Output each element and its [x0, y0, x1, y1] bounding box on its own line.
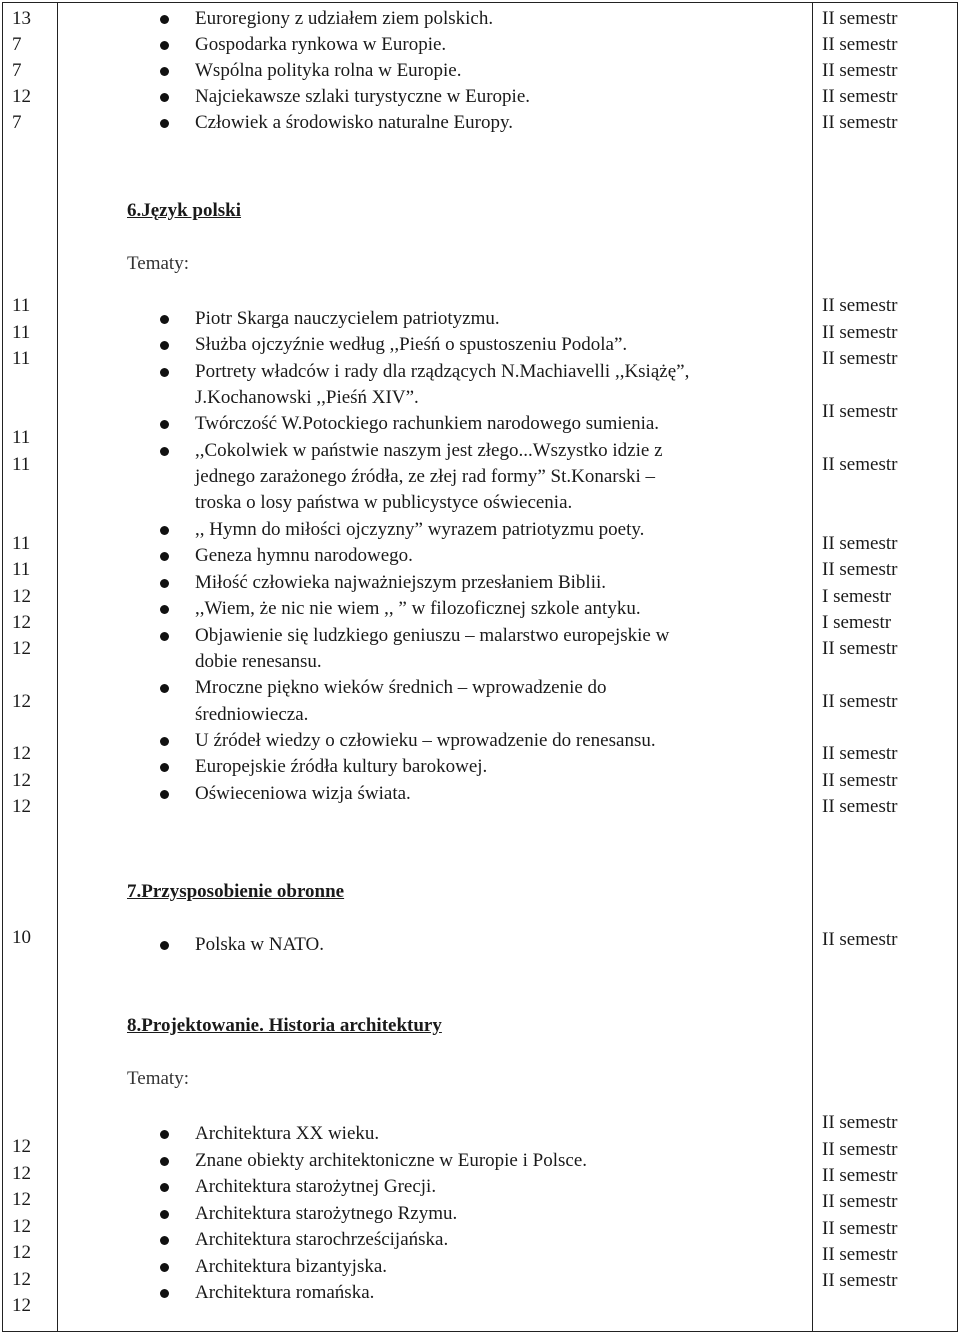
hours-cell: 12	[12, 1163, 31, 1184]
semester-cell: II semestr	[822, 86, 898, 107]
hours-cell: 12	[12, 691, 31, 712]
topic-item: ,,Wiem, że nic nie wiem ,, ” w filozoficznej szkole antyku.	[195, 598, 641, 619]
hours-cell: 7	[12, 112, 22, 133]
topic-item: Oświeceniowa wizja świata.	[195, 783, 411, 804]
topic-item: Architektura starożytnej Grecji.	[195, 1176, 437, 1197]
bullet-icon	[160, 315, 169, 324]
topic-item: Polska w NATO.	[195, 934, 324, 955]
bullet-icon	[160, 368, 169, 377]
topic-item: Euroregiony z udziałem ziem polskich.	[195, 8, 494, 29]
semester-cell: II semestr	[822, 348, 898, 369]
hours-cell: 12	[12, 638, 31, 659]
bullet-icon	[160, 579, 169, 588]
bullet-icon	[160, 420, 169, 429]
topic-item: ,, Hymn do miłości ojczyzny” wyrazem patriotyzmu poety.	[195, 519, 645, 540]
topic-item-continuation: troska o losy państwa w publicystyce oświecenia.	[195, 492, 573, 513]
topics-label: Tematy:	[127, 253, 189, 274]
hours-cell: 12	[12, 1295, 31, 1316]
semester-cell: II semestr	[822, 322, 898, 343]
semester-cell: II semestr	[822, 691, 898, 712]
topic-item: Znane obiekty architektoniczne w Europie i Polsce.	[195, 1150, 588, 1171]
topic-item-continuation: średniowiecza.	[195, 704, 309, 725]
bullet-icon	[160, 341, 169, 350]
semester-cell: II semestr	[822, 295, 898, 316]
semester-cell: II semestr	[822, 112, 898, 133]
semester-cell: II semestr	[822, 401, 898, 422]
hours-cell: 13	[12, 8, 31, 29]
topic-item: Służba ojczyźnie według ,,Pieśń o spustoszeniu Podola”.	[195, 334, 628, 355]
semester-cell: II semestr	[822, 743, 898, 764]
hours-cell: 12	[12, 1136, 31, 1157]
semester-cell: II semestr	[822, 1270, 898, 1291]
hours-cell: 12	[12, 1216, 31, 1237]
semester-cell: II semestr	[822, 34, 898, 55]
bullet-icon	[160, 1289, 169, 1298]
semester-cell: II semestr	[822, 454, 898, 475]
bullet-icon	[160, 1236, 169, 1245]
bullet-icon	[160, 552, 169, 561]
bullet-icon	[160, 737, 169, 746]
topic-item: Architektura XX wieku.	[195, 1123, 380, 1144]
topic-item: Najciekawsze szlaki turystyczne w Europie.	[195, 86, 531, 107]
bullet-icon	[160, 763, 169, 772]
semester-cell: II semestr	[822, 770, 898, 791]
bullet-icon	[160, 67, 169, 76]
semester-cell: I semestr	[822, 612, 892, 633]
section-heading: 6.Język polski	[127, 200, 242, 221]
hours-cell: 7	[12, 34, 22, 55]
semester-cell: II semestr	[822, 1218, 898, 1239]
hours-cell: 12	[12, 86, 31, 107]
topic-item-continuation: dobie renesansu.	[195, 651, 322, 672]
topic-item: Piotr Skarga nauczycielem patriotyzmu.	[195, 308, 500, 329]
topic-item-continuation: jednego zarażonego źródła, ze złej rad formy” St.Konarski –	[195, 466, 656, 487]
topic-item: Objawienie się ludzkiego geniuszu – malarstwo europejskie w	[195, 625, 670, 646]
hours-cell: 12	[12, 1269, 31, 1290]
topic-item: U źródeł wiedzy o człowieku – wprowadzenie do renesansu.	[195, 730, 656, 751]
topic-item: Mroczne piękno wieków średnich – wprowadzenie do	[195, 677, 607, 698]
semester-cell: II semestr	[822, 638, 898, 659]
topic-item: Portrety władców i rady dla rządzących N.Machiavelli ,,Książę”,	[195, 361, 690, 382]
bullet-icon	[160, 1210, 169, 1219]
bullet-icon	[160, 1183, 169, 1192]
topic-item: ,,Cokolwiek w państwie naszym jest złego...Wszystko idzie z	[195, 440, 663, 461]
hours-cell: 12	[12, 796, 31, 817]
semester-cell: II semestr	[822, 1139, 898, 1160]
semester-cell: II semestr	[822, 929, 898, 950]
column-divider-semester	[812, 2, 813, 1332]
hours-cell: 12	[12, 1189, 31, 1210]
semester-cell: II semestr	[822, 60, 898, 81]
semester-cell: II semestr	[822, 1165, 898, 1186]
semester-cell: II semestr	[822, 559, 898, 580]
hours-cell: 11	[12, 454, 31, 475]
semester-cell: II semestr	[822, 8, 898, 29]
topic-item: Architektura starochrześcijańska.	[195, 1229, 449, 1250]
hours-cell: 11	[12, 533, 31, 554]
hours-cell: 12	[12, 612, 31, 633]
bullet-icon	[160, 447, 169, 456]
topic-item: Architektura starożytnego Rzymu.	[195, 1203, 458, 1224]
topic-item-continuation: J.Kochanowski ,,Pieśń XIV”.	[195, 387, 419, 408]
hours-cell: 12	[12, 770, 31, 791]
semester-cell: II semestr	[822, 533, 898, 554]
hours-cell: 7	[12, 60, 22, 81]
hours-cell: 10	[12, 927, 31, 948]
column-divider-hours	[57, 2, 58, 1332]
bullet-icon	[160, 632, 169, 641]
bullet-icon	[160, 526, 169, 535]
hours-cell: 12	[12, 743, 31, 764]
bullet-icon	[160, 1157, 169, 1166]
bullet-icon	[160, 790, 169, 799]
hours-cell: 11	[12, 427, 31, 448]
bullet-icon	[160, 93, 169, 102]
bullet-icon	[160, 684, 169, 693]
hours-cell: 11	[12, 322, 31, 343]
bullet-icon	[160, 15, 169, 24]
bullet-icon	[160, 41, 169, 50]
section-heading: 8.Projektowanie. Historia architektury	[127, 1015, 442, 1036]
bullet-icon	[160, 1263, 169, 1272]
bullet-icon	[160, 605, 169, 614]
hours-cell: 11	[12, 348, 31, 369]
section-heading: 7.Przysposobienie obronne	[127, 881, 345, 902]
topic-item: Architektura bizantyjska.	[195, 1256, 388, 1277]
topic-item: Twórczość W.Potockiego rachunkiem narodowego sumienia.	[195, 413, 660, 434]
semester-cell: II semestr	[822, 1112, 898, 1133]
topic-item: Gospodarka rynkowa w Europie.	[195, 34, 447, 55]
topic-item: Wspólna polityka rolna w Europie.	[195, 60, 462, 81]
topic-item: Europejskie źródła kultury barokowej.	[195, 756, 488, 777]
hours-cell: 11	[12, 559, 31, 580]
bullet-icon	[160, 119, 169, 128]
semester-cell: II semestr	[822, 1191, 898, 1212]
topics-label: Tematy:	[127, 1068, 189, 1089]
hours-cell: 12	[12, 1242, 31, 1263]
topic-item: Człowiek a środowisko naturalne Europy.	[195, 112, 513, 133]
topic-item: Miłość człowieka najważniejszym przesłaniem Biblii.	[195, 572, 607, 593]
bullet-icon	[160, 941, 169, 950]
hours-cell: 11	[12, 295, 31, 316]
bullet-icon	[160, 1130, 169, 1139]
topic-item: Architektura romańska.	[195, 1282, 375, 1303]
semester-cell: II semestr	[822, 796, 898, 817]
topic-item: Geneza hymnu narodowego.	[195, 545, 413, 566]
semester-cell: I semestr	[822, 586, 892, 607]
semester-cell: II semestr	[822, 1244, 898, 1265]
hours-cell: 12	[12, 586, 31, 607]
